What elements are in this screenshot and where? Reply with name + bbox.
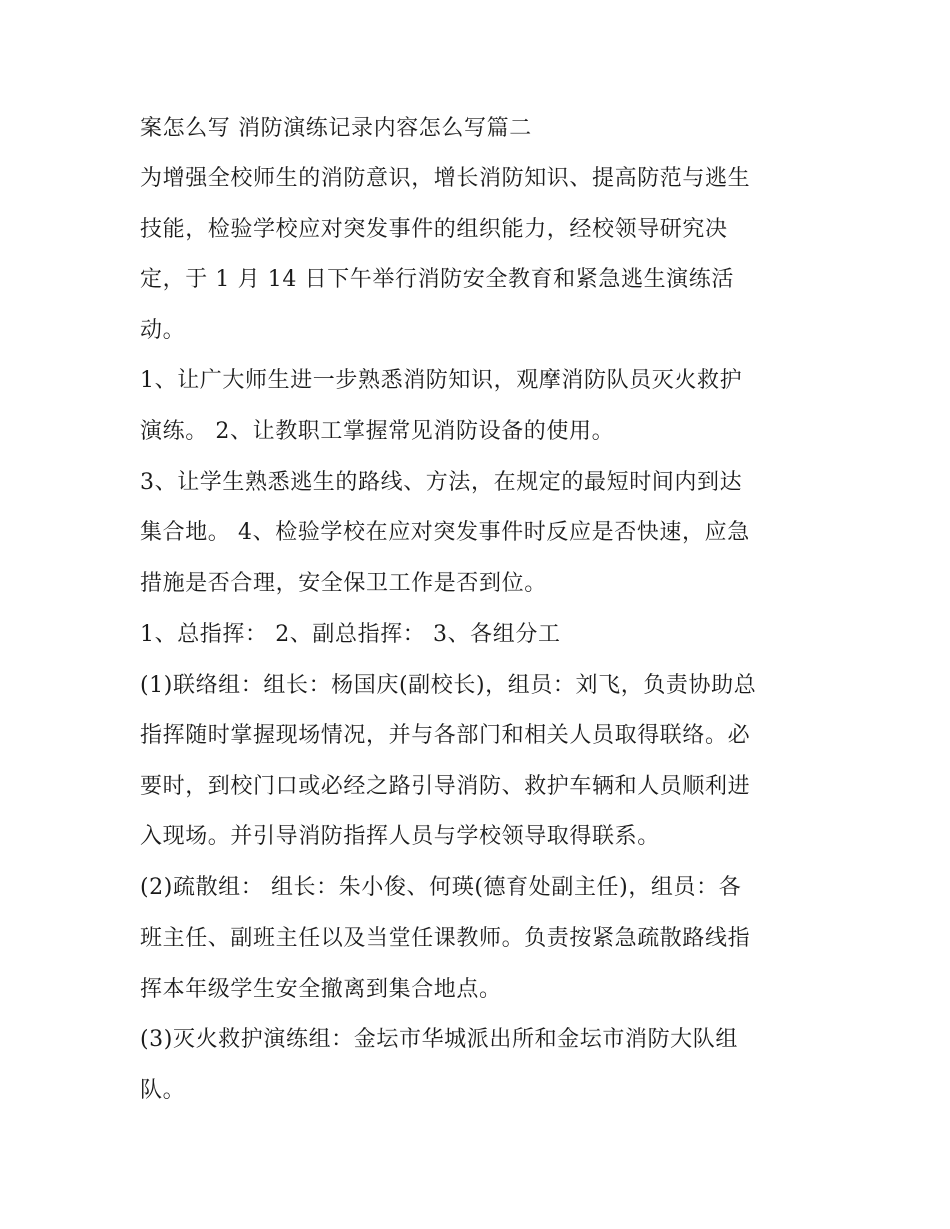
text-line: 挥本年级学生安全撤离到集合地点。 <box>140 977 502 1002</box>
text-line: 队。 <box>140 1078 186 1103</box>
text-line: 班主任、副班主任以及当堂任课教师。负责按紧急疏散路线指 <box>140 926 751 951</box>
text-line: (2)疏散组： 组长：朱小俊、何瑛(德育处副主任)，组员：各 <box>140 875 742 900</box>
text-line: 定，于 1 月 14 日下午举行消防安全教育和紧急逃生演练活 <box>140 267 734 292</box>
text-line: 技能，检验学校应对突发事件的组织能力，经校领导研究决 <box>140 217 728 242</box>
text-line: 1、让广大师生进一步熟悉消防知识，观摩消防队员灭火救护 <box>140 368 743 393</box>
text-line: 为增强全校师生的消防意识，增长消防知识、提高防范与逃生 <box>140 166 751 191</box>
text-line: 指挥随时掌握现场情况，并与各部门和相关人员取得联络。必 <box>140 723 751 748</box>
text-line: 演练。 2、让教职工掌握常见消防设备的使用。 <box>140 419 615 444</box>
text-line: 1、总指挥： 2、副总指挥： 3、各组分工 <box>140 622 561 647</box>
text-line: 入现场。并引导消防指挥人员与学校领导取得联系。 <box>140 824 660 849</box>
text-line: 3、让学生熟悉逃生的路线、方法，在规定的最短时间内到达 <box>140 470 743 495</box>
text-line: (3)灭火救护演练组：金坛市华城派出所和金坛市消防大队组 <box>140 1027 738 1052</box>
text-line-heading: 案怎么写 消防演练记录内容怎么写篇二 <box>140 116 532 141</box>
text-line: 集合地。 4、检验学校在应对突发事件时反应是否快速，应急 <box>140 520 750 545</box>
text-line: 要时，到校门口或必经之路引导消防、救护车辆和人员顺利进 <box>140 774 751 799</box>
text-line: (1)联络组：组长：杨国庆(副校长)，组员：刘飞，负责协助总 <box>140 673 757 698</box>
text-line: 措施是否合理，安全保卫工作是否到位。 <box>140 571 547 596</box>
text-line: 动。 <box>140 318 186 343</box>
